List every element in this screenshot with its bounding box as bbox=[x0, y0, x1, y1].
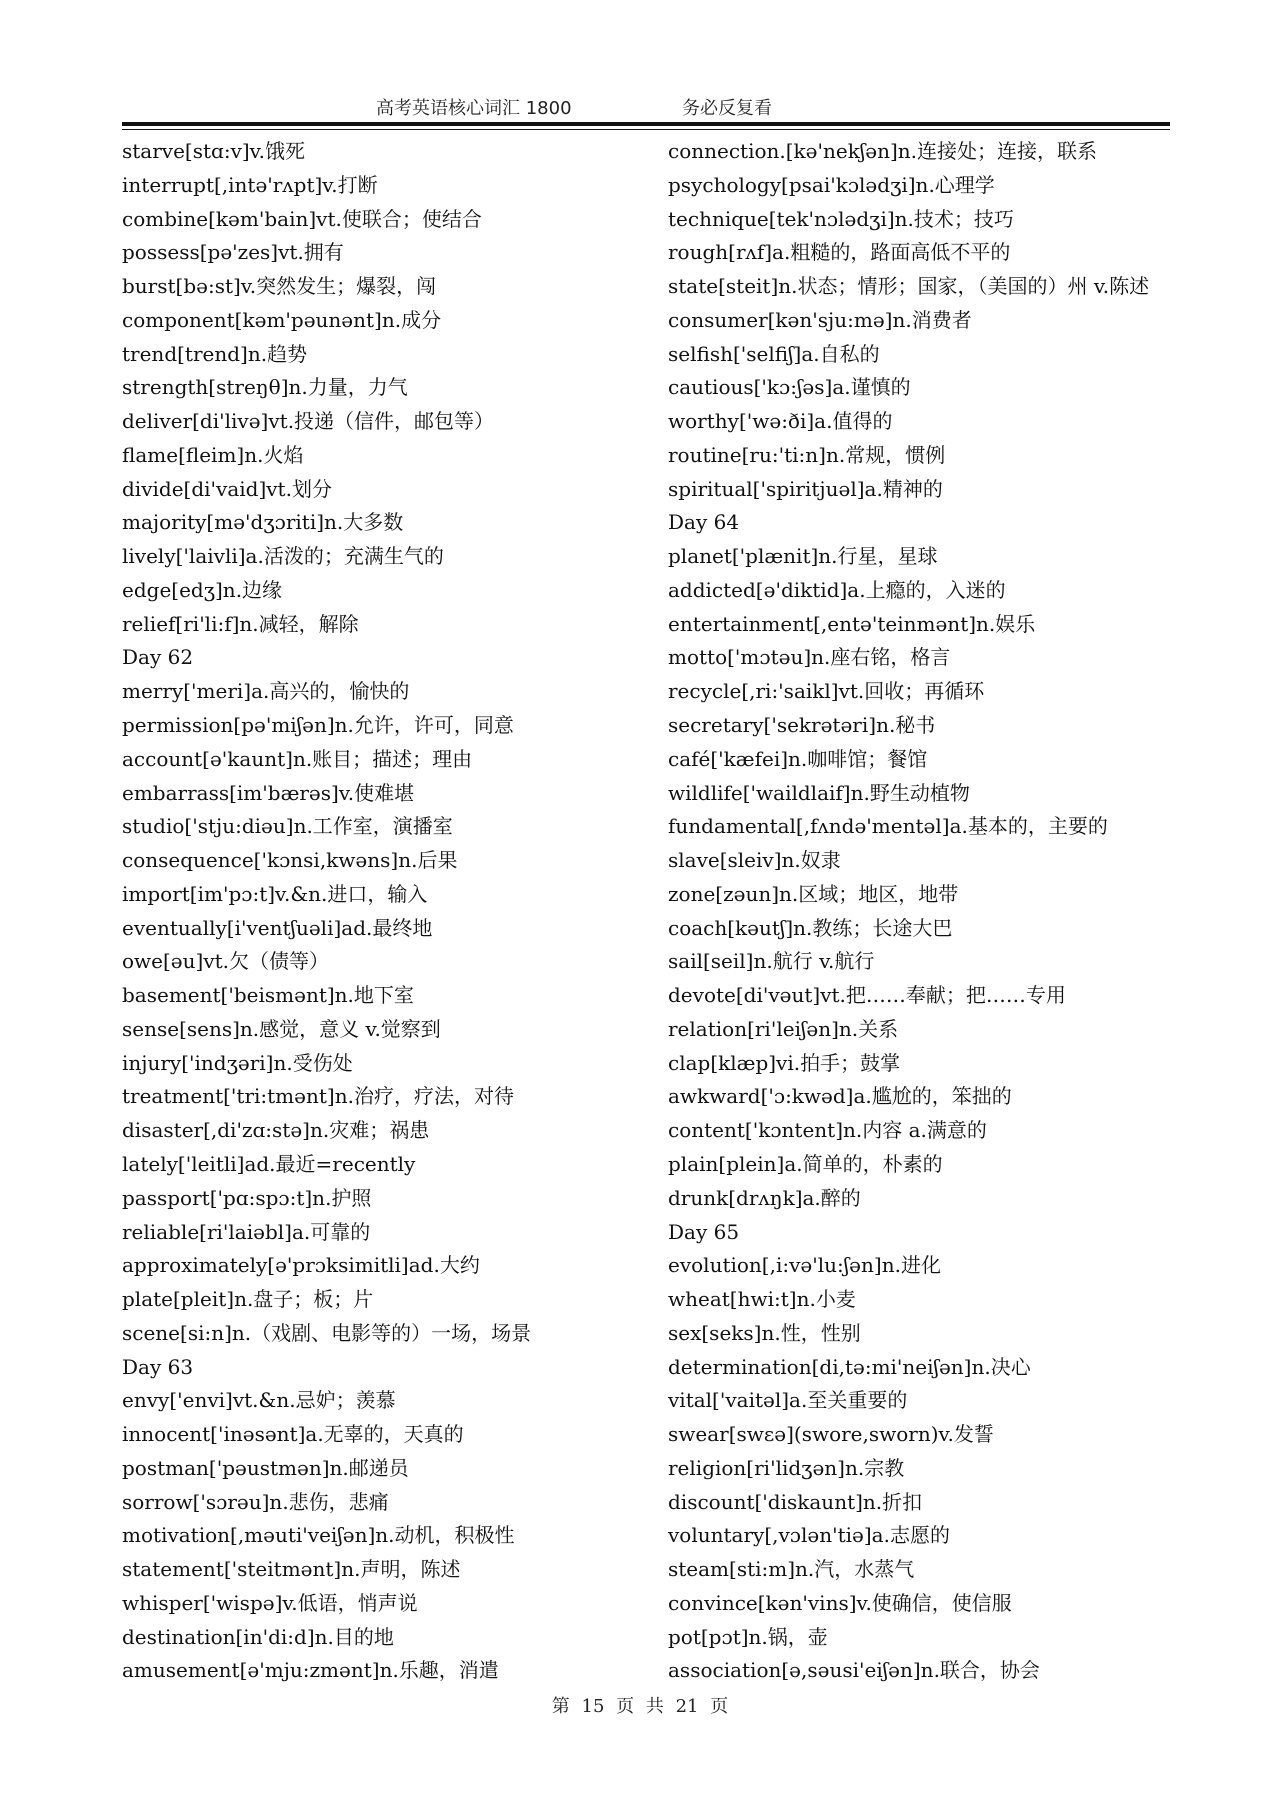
header-note: 务必反复看 bbox=[682, 98, 772, 119]
day-heading: Day 65 bbox=[668, 1219, 740, 1244]
vocab-entry: destination[in'di:d]n.目的地 bbox=[122, 1624, 394, 1649]
vocab-entry: rough[rʌf]a.粗糙的，路面高低不平的 bbox=[668, 240, 1011, 265]
vocab-entry: treatment['tri:tmənt]n.治疗，疗法，对待 bbox=[122, 1084, 514, 1109]
vocab-entry: burst[bə:st]v.突然发生；爆裂，闯 bbox=[122, 274, 437, 299]
vocab-entry: owe[əu]vt.欠（债等） bbox=[122, 949, 330, 974]
left-column bbox=[122, 135, 682, 1688]
vocab-entry: secretary['sekrətəri]n.秘书 bbox=[668, 713, 936, 738]
vocab-entry: technique[tek'nɔlədʒi]n.技术；技巧 bbox=[668, 206, 1014, 231]
vocab-entry: wheat[hwi:t]n.小麦 bbox=[668, 1287, 856, 1312]
vocab-entry: content['kɔntent]n.内容 a.满意的 bbox=[668, 1118, 987, 1143]
vocab-entry: reliable[ri'laiəbl]a.可靠的 bbox=[122, 1219, 371, 1244]
page-footer: 第 15 页 共 21 页 bbox=[551, 1696, 729, 1717]
vocab-entry: lively['laivli]a.活泼的；充满生气的 bbox=[122, 544, 444, 569]
vocab-entry: relation[ri'leiʃən]n.关系 bbox=[668, 1016, 899, 1041]
vocab-entry: pot[pɔt]n.锅，壶 bbox=[668, 1624, 828, 1649]
vocab-entry: association[ə,səusi'eiʃən]n.联合，协会 bbox=[668, 1658, 1040, 1683]
vocab-entry: merry['meri]a.高兴的，愉快的 bbox=[122, 679, 410, 704]
vocab-entry: devote[di'vəut]vt.把……奉献；把……专用 bbox=[668, 983, 1066, 1008]
vocab-entry: injury['indʒəri]n.受伤处 bbox=[122, 1050, 353, 1075]
vocab-entry: recycle[,ri:'saikl]vt.回收；再循环 bbox=[668, 679, 985, 704]
vocab-entry: possess[pə'zes]vt.拥有 bbox=[122, 240, 344, 265]
vocab-entry: drunk[drʌŋk]a.醉的 bbox=[668, 1185, 861, 1210]
vocab-entry: routine[ru:'ti:n]n.常规，惯例 bbox=[668, 442, 946, 467]
vocab-entry: lately['leitli]ad.最近=recently bbox=[122, 1151, 416, 1176]
page-header bbox=[122, 94, 1170, 120]
vocab-entry: steam[sti:m]n.汽，水蒸气 bbox=[668, 1557, 915, 1582]
vocab-entry: passport['pɑ:spɔ:t]n.护照 bbox=[122, 1185, 372, 1210]
vocab-entry: slave[sleiv]n.奴隶 bbox=[668, 848, 841, 873]
vocab-entry: trend[trend]n.趋势 bbox=[122, 341, 308, 366]
vocab-entry: convince[kən'vins]v.使确信，使信服 bbox=[668, 1590, 1012, 1615]
vocab-entry: psychology[psai'kɔlədʒi]n.心理学 bbox=[668, 172, 995, 197]
vocab-entry: combine[kəm'bain]vt.使联合；使结合 bbox=[122, 206, 482, 231]
vocab-entry: permission[pə'miʃən]n.允许，许可，同意 bbox=[122, 713, 514, 738]
vocab-entry: sail[seil]n.航行 v.航行 bbox=[668, 949, 875, 974]
vocab-entry: innocent['inəsənt]a.无辜的，天真的 bbox=[122, 1422, 464, 1447]
vocab-entry: scene[si:n]n.（戏剧、电影等的）一场，场景 bbox=[122, 1320, 532, 1345]
vocab-entry: basement['beismənt]n.地下室 bbox=[122, 983, 414, 1008]
vocab-entry: interrupt[,intə'rʌpt]v.打断 bbox=[122, 172, 378, 197]
vocab-entry: clap[klæp]vi.拍手；鼓掌 bbox=[668, 1050, 901, 1075]
vocab-entry: planet['plænit]n.行星，星球 bbox=[668, 544, 938, 569]
vocab-entry: fundamental[,fʌndə'mentəl]a.基本的，主要的 bbox=[668, 814, 1108, 839]
vocab-entry: religion[ri'lidʒən]n.宗教 bbox=[668, 1455, 905, 1480]
vocab-entry: divide[di'vaid]vt.划分 bbox=[122, 476, 332, 501]
vocab-entry: voluntary[,vɔlən'tiə]a.志愿的 bbox=[668, 1523, 950, 1548]
vocab-entry: café['kæfei]n.咖啡馆；餐馆 bbox=[668, 746, 928, 771]
right-column bbox=[668, 135, 1228, 1688]
vocab-entry: consequence['kɔnsi,kwəns]n.后果 bbox=[122, 848, 458, 873]
vocab-entry: majority[mə'dʒɔriti]n.大多数 bbox=[122, 510, 404, 535]
vocab-entry: zone[zəun]n.区域；地区，地带 bbox=[668, 881, 959, 906]
vocab-entry: connection.[kə'nekʃən]n.连接处；连接，联系 bbox=[668, 139, 1098, 163]
vocab-entry: wildlife['waildlaif]n.野生动植物 bbox=[668, 780, 970, 805]
vocab-entry: awkward['ɔ:kwəd]a.尴尬的，笨拙的 bbox=[668, 1084, 1012, 1109]
vocab-entry: studio['stju:diəu]n.工作室，演播室 bbox=[122, 814, 453, 839]
vocab-entry: plain[plein]a.简单的，朴素的 bbox=[668, 1151, 943, 1176]
vocab-entry: disaster[,di'zɑ:stə]n.灾难；祸患 bbox=[122, 1118, 430, 1143]
vocab-entry: relief[ri'li:f]n.减轻，解除 bbox=[122, 611, 359, 636]
vocab-entry: addicted[ə'diktid]a.上瘾的，入迷的 bbox=[668, 577, 1006, 602]
vocab-entry: coach[kəutʃ]n.教练；长途大巴 bbox=[668, 915, 953, 940]
vocab-entry: worthy['wə:ði]a.值得的 bbox=[668, 409, 893, 434]
vocab-entry: strength[streŋθ]n.力量，力气 bbox=[122, 375, 408, 400]
vocab-entry: state[steit]n.状态；情形；国家，（美国的）州 v.陈述 bbox=[668, 274, 1150, 299]
header-rule-thin bbox=[122, 129, 1170, 130]
vocab-entry: import[im'pɔ:t]v.&n.进口，输入 bbox=[122, 881, 428, 906]
vocab-entry: deliver[di'livə]vt.投递（信件，邮包等） bbox=[122, 409, 495, 434]
vocab-entry: motto['mɔtəu]n.座右铭，格言 bbox=[668, 645, 951, 670]
vocab-entry: selfish['selfiʃ]a.自私的 bbox=[668, 341, 880, 366]
vocab-entry: envy['envi]vt.&n.忌妒；羡慕 bbox=[122, 1388, 396, 1413]
vocab-entry: statement['steitmənt]n.声明，陈述 bbox=[122, 1557, 461, 1582]
vocab-entry: discount['diskaunt]n.折扣 bbox=[668, 1489, 923, 1514]
vocab-entry: motivation[,məuti'veiʃən]n.动机，积极性 bbox=[122, 1523, 515, 1548]
vocab-entry: component[kəm'pəunənt]n.成分 bbox=[122, 307, 442, 332]
vocab-entry: account[ə'kaunt]n.账目；描述；理由 bbox=[122, 746, 473, 771]
day-heading: Day 63 bbox=[122, 1354, 194, 1379]
vocab-entry: swear[swɛə](swore,sworn)v.发誓 bbox=[668, 1422, 994, 1447]
vocab-entry: plate[pleit]n.盘子；板；片 bbox=[122, 1287, 374, 1312]
vocab-entry: eventually[i'ventʃuəli]ad.最终地 bbox=[122, 915, 433, 940]
vocab-entry: embarrass[im'bærəs]v.使难堪 bbox=[122, 780, 415, 805]
vocab-entry: whisper['wispə]v.低语，悄声说 bbox=[122, 1590, 418, 1615]
vocab-entry: edge[edʒ]n.边缘 bbox=[122, 577, 283, 602]
vocab-entry: spiritual['spiritjuəl]a.精神的 bbox=[668, 476, 943, 501]
vocab-entry: vital['vaitəl]a.至关重要的 bbox=[668, 1388, 908, 1413]
vocab-entry: consumer[kən'sju:mə]n.消费者 bbox=[668, 307, 972, 332]
vocab-entry: approximately[ə'prɔksimitli]ad.大约 bbox=[122, 1253, 480, 1278]
day-heading: Day 64 bbox=[668, 510, 740, 535]
vocab-entry: determination[di,tə:mi'neiʃən]n.决心 bbox=[668, 1354, 1031, 1379]
vocab-entry: flame[fleim]n.火焰 bbox=[122, 442, 304, 467]
vocab-entry: starve[stɑ:v]v.饿死 bbox=[122, 139, 305, 163]
vocab-entry: postman['pəustmən]n.邮递员 bbox=[122, 1455, 409, 1480]
vocab-entry: cautious['kɔ:ʃəs]a.谨慎的 bbox=[668, 375, 911, 400]
vocab-entry: amusement[ə'mju:zmənt]n.乐趣，消遣 bbox=[122, 1658, 499, 1683]
vocab-entry: sense[sens]n.感觉，意义 v.觉察到 bbox=[122, 1016, 441, 1041]
header-rule-thick bbox=[122, 122, 1170, 126]
vocab-entry: entertainment[,entə'teinmənt]n.娱乐 bbox=[668, 611, 1036, 636]
header-title: 高考英语核心词汇 1800 bbox=[376, 98, 572, 119]
vocab-entry: evolution[,i:və'lu:ʃən]n.进化 bbox=[668, 1253, 941, 1278]
vocab-entry: sex[seks]n.性，性别 bbox=[668, 1320, 861, 1345]
day-heading: Day 62 bbox=[122, 645, 194, 670]
vocab-entry: sorrow['sɔrəu]n.悲伤，悲痛 bbox=[122, 1489, 389, 1514]
